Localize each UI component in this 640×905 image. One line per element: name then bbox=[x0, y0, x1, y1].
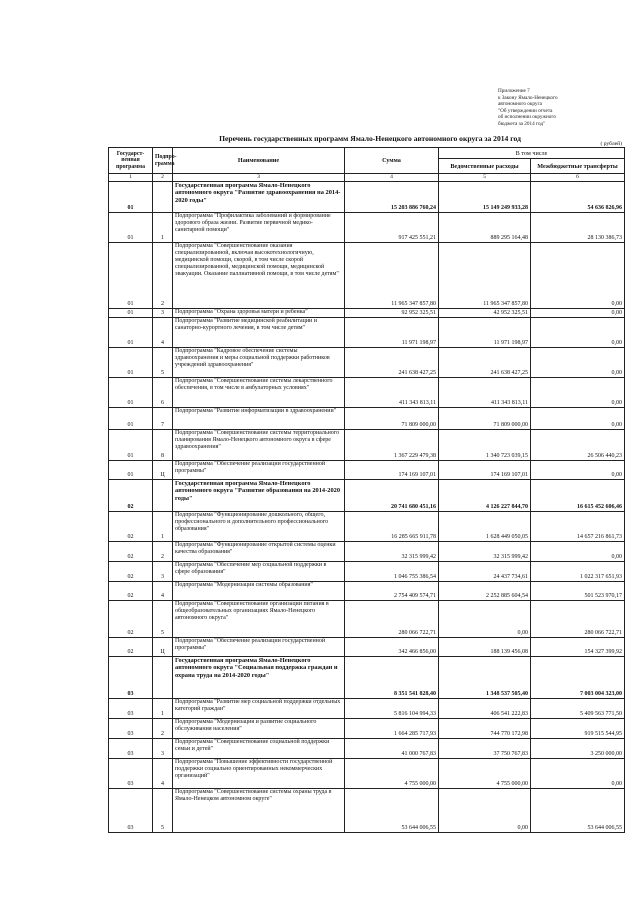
transfers-cell: 501 523 970,17 bbox=[531, 582, 625, 601]
program-name-cell: Подпрограмма "Функционирование открытой системы оценки качества образования" bbox=[173, 542, 345, 562]
program-name-cell: Подпрограмма "Функционирование дошкольного, общего, профессионального и дополнительного профессионального образования" bbox=[173, 512, 345, 542]
subprogram-code-cell: 5 bbox=[153, 789, 173, 833]
program-name-cell: Государственная программа Ямало-Ненецкого автономного округа "Развитие образования на 2014-2020 годы" bbox=[173, 480, 345, 512]
annex-line: об исполнении окружного bbox=[498, 114, 556, 121]
program-code-cell: 03 bbox=[109, 699, 153, 719]
table-row bbox=[109, 562, 625, 582]
dept-expenses-cell: 1 628 449 050,05 bbox=[439, 512, 531, 542]
sum-cell: 411 343 813,11 bbox=[345, 378, 439, 408]
dept-expenses-cell: 15 149 249 933,28 bbox=[439, 182, 531, 213]
dept-expenses-cell: 2 252 885 604,54 bbox=[439, 582, 531, 601]
table-row bbox=[109, 657, 625, 699]
index-cell: 2 bbox=[153, 174, 173, 182]
program-code-cell: 02 bbox=[109, 512, 153, 542]
program-name-cell: Подпрограмма "Совершенствование системы охраны труда в Ямало-Ненецком автономном округе" bbox=[173, 789, 345, 833]
program-code-cell: 03 bbox=[109, 739, 153, 759]
table-body bbox=[109, 182, 625, 833]
program-code-cell: 01 bbox=[109, 408, 153, 430]
sum-cell: 41 000 767,83 bbox=[345, 739, 439, 759]
subprogram-code-cell: 4 bbox=[153, 759, 173, 789]
program-code-cell: 01 bbox=[109, 213, 153, 243]
transfers-cell: 26 506 440,23 bbox=[531, 430, 625, 461]
annex-line: бюджета за 2014 год" bbox=[498, 120, 546, 127]
subprogram-code-cell: 5 bbox=[153, 601, 173, 638]
sum-cell: 917 425 551,21 bbox=[345, 213, 439, 243]
table-row bbox=[109, 638, 625, 657]
program-code-cell: 02 bbox=[109, 542, 153, 562]
sum-cell: 1 367 229 479,38 bbox=[345, 430, 439, 461]
subprogram-code-cell: 2 bbox=[153, 719, 173, 739]
annex-line: Приложение 7 bbox=[498, 88, 530, 94]
dept-expenses-cell: 188 139 456,08 bbox=[439, 638, 531, 657]
table-row bbox=[109, 348, 625, 378]
program-code-cell: 02 bbox=[109, 638, 153, 657]
program-code-cell: 01 bbox=[109, 309, 153, 318]
subprogram-code-cell: 4 bbox=[153, 318, 173, 348]
subprogram-code-cell: 6 bbox=[153, 378, 173, 408]
dept-expenses-cell: 11 965 347 857,80 bbox=[439, 243, 531, 309]
program-name-cell: Подпрограмма "Модернизация системы образования" bbox=[173, 582, 345, 601]
transfers-cell: 3 250 000,00 bbox=[531, 739, 625, 759]
dept-expenses-cell: 241 638 427,25 bbox=[439, 348, 531, 378]
subprogram-code-cell: Ц bbox=[153, 638, 173, 657]
table-row bbox=[109, 378, 625, 408]
dept-expenses-cell: 1 340 723 039,15 bbox=[439, 430, 531, 461]
program-name-cell: Подпрограмма "Охрана здоровья матери и ребенка" bbox=[173, 309, 345, 318]
header-incl bbox=[439, 141, 625, 159]
program-code-cell: 01 bbox=[109, 182, 153, 213]
program-name-cell: Подпрограмма "Совершенствование оказания специализированной, включая высокотехнологичную, медицинской помощи, скорой, в том числе скорой специализированной, медицинской помощи, медицинской эвакуации. Оказание паллиативной помощи, в том числе детям" bbox=[173, 243, 345, 309]
transfers-cell: 5 409 563 771,50 bbox=[531, 699, 625, 719]
subprogram-code-cell: 1 bbox=[153, 512, 173, 542]
program-name-cell: Подпрограмма "Кадровое обеспечение системы здравоохранения и меры социальной поддержки работников учреждений здравоохранения" bbox=[173, 348, 345, 378]
program-code-cell: 03 bbox=[109, 789, 153, 833]
program-code-cell: 01 bbox=[109, 461, 153, 480]
subprogram-code-cell: 3 bbox=[153, 739, 173, 759]
table-row bbox=[109, 759, 625, 789]
table-row bbox=[109, 582, 625, 601]
dept-expenses-cell: 32 315 999,42 bbox=[439, 542, 531, 562]
dept-expenses-cell: 174 169 107,01 bbox=[439, 461, 531, 480]
subprogram-code-cell: 5 bbox=[153, 348, 173, 378]
index-cell: 3 bbox=[173, 174, 345, 182]
transfers-cell: 1 022 317 651,93 bbox=[531, 562, 625, 582]
subprogram-code-cell: 3 bbox=[153, 309, 173, 318]
table-row bbox=[109, 542, 625, 562]
sum-cell: 15 203 886 760,24 bbox=[345, 182, 439, 213]
annex-line: к Закону Ямало-Ненецкого bbox=[498, 94, 558, 101]
sum-cell: 2 754 409 574,71 bbox=[345, 582, 439, 601]
sum-cell: 1 046 755 386,54 bbox=[345, 562, 439, 582]
program-code-cell: 03 bbox=[109, 657, 153, 699]
program-name-cell: Подпрограмма "Обеспечение мер социальной поддержки в сфере образования" bbox=[173, 562, 345, 582]
transfers-cell: 280 066 722,71 bbox=[531, 601, 625, 638]
program-name-cell: Подпрограмма "Совершенствование социальной поддержки семьи и детей" bbox=[173, 739, 345, 759]
dept-expenses-cell: 406 541 222,83 bbox=[439, 699, 531, 719]
program-code-cell: 02 bbox=[109, 582, 153, 601]
header-incl-label: В том числе bbox=[515, 149, 548, 157]
table-row bbox=[109, 461, 625, 480]
index-cell: 4 bbox=[345, 174, 439, 182]
header-name: Наименование bbox=[173, 148, 345, 174]
subprogram-code-cell bbox=[153, 480, 173, 512]
table-row bbox=[109, 318, 625, 348]
index-cell: 1 bbox=[109, 174, 153, 182]
transfers-cell: 0,00 bbox=[531, 408, 625, 430]
table-row bbox=[109, 739, 625, 759]
program-code-cell: 02 bbox=[109, 480, 153, 512]
dept-expenses-cell: 0,00 bbox=[439, 789, 531, 833]
subprogram-code-cell: 7 bbox=[153, 408, 173, 430]
sum-cell: 11 971 198,97 bbox=[345, 318, 439, 348]
program-name-cell: Государственная программа Ямало-Ненецкого автономного округа "Социальная поддержка граждан и охрана труда на 2014-2020 годы" bbox=[173, 657, 345, 699]
sum-cell: 342 466 856,00 bbox=[345, 638, 439, 657]
index-cell: 6 bbox=[531, 174, 625, 182]
dept-expenses-cell: 411 343 813,11 bbox=[439, 378, 531, 408]
subprogram-code-cell: 4 bbox=[153, 582, 173, 601]
sum-cell: 4 755 000,00 bbox=[345, 759, 439, 789]
transfers-cell: 154 327 399,92 bbox=[531, 638, 625, 657]
dept-expenses-cell: 1 348 537 505,40 bbox=[439, 657, 531, 699]
sum-cell: 1 664 285 717,93 bbox=[345, 719, 439, 739]
subprogram-code-cell bbox=[153, 657, 173, 699]
header-gp: Государст-венная программа bbox=[109, 148, 153, 174]
annex-line: "Об утверждении отчета bbox=[498, 107, 553, 114]
program-name-cell: Государственная программа Ямало-Ненецкого автономного округа "Развитие здравоохранения на 2014-2020 годы" bbox=[173, 182, 345, 213]
header-inter: Межбюджетные трансферты bbox=[531, 159, 625, 174]
table-row bbox=[109, 430, 625, 461]
transfers-cell: 53 644 006,55 bbox=[531, 789, 625, 833]
table-row bbox=[109, 182, 625, 213]
program-name-cell: Подпрограмма "Совершенствование системы лекарственного обеспечения, в том числе в амбулаторных условиях" bbox=[173, 378, 345, 408]
table-row bbox=[109, 213, 625, 243]
sum-cell: 8 351 541 828,40 bbox=[345, 657, 439, 699]
sum-cell: 71 809 000,00 bbox=[345, 408, 439, 430]
transfers-cell: 0,00 bbox=[531, 318, 625, 348]
program-name-cell: Подпрограмма "Обеспечение реализации государственной программы" bbox=[173, 638, 345, 657]
sum-cell: 241 638 427,25 bbox=[345, 348, 439, 378]
program-code-cell: 01 bbox=[109, 348, 153, 378]
transfers-cell: 16 615 452 606,46 bbox=[531, 480, 625, 512]
document-title: Перечень государственных программ Ямало-Ненецкого автономного округа за 2014 год bbox=[219, 134, 521, 143]
program-name-cell: Подпрограмма "Совершенствование системы территориального планирования Ямало-Ненецкого автономного округа в сфере здравоохранения" bbox=[173, 430, 345, 461]
program-name-cell: Подпрограмма "Развитие информатизации в здравоохранении" bbox=[173, 408, 345, 430]
table-row bbox=[109, 480, 625, 512]
table-row bbox=[109, 601, 625, 638]
dept-expenses-cell: 37 750 767,83 bbox=[439, 739, 531, 759]
sum-cell: 32 315 999,42 bbox=[345, 542, 439, 562]
transfers-cell: 919 515 544,95 bbox=[531, 719, 625, 739]
program-name-cell: Подпрограмма "Совершенствование организации питания в общеобразовательных организациях Ямало-Ненецкого автономного округа" bbox=[173, 601, 345, 638]
dept-expenses-cell: 24 437 734,61 bbox=[439, 562, 531, 582]
subprogram-code-cell: 2 bbox=[153, 542, 173, 562]
dept-expenses-cell: 4 755 000,00 bbox=[439, 759, 531, 789]
table-row bbox=[109, 512, 625, 542]
transfers-cell: 7 003 004 323,00 bbox=[531, 657, 625, 699]
transfers-cell: 28 130 386,73 bbox=[531, 213, 625, 243]
header-pp: Подпро-грамма bbox=[153, 148, 173, 174]
program-code-cell: 03 bbox=[109, 719, 153, 739]
program-name-cell: Подпрограмма "Повышение эффективности государственной поддержки социально ориентированных некоммерческих организаций" bbox=[173, 759, 345, 789]
sum-cell: 16 285 665 911,78 bbox=[345, 512, 439, 542]
dept-expenses-cell: 71 809 000,00 bbox=[439, 408, 531, 430]
index-cell: 5 bbox=[439, 174, 531, 182]
subprogram-code-cell: 2 bbox=[153, 243, 173, 309]
program-name-cell: Подпрограмма "Развитие медицинской реабилитации и санаторно-курортного лечения, в том числе детям" bbox=[173, 318, 345, 348]
transfers-cell: 0,00 bbox=[531, 309, 625, 318]
dept-expenses-cell: 889 295 164,48 bbox=[439, 213, 531, 243]
program-code-cell: 03 bbox=[109, 759, 153, 789]
program-code-cell: 01 bbox=[109, 378, 153, 408]
unit-label: ( рублей) bbox=[600, 141, 622, 147]
transfers-cell: 0,00 bbox=[531, 243, 625, 309]
program-code-cell: 01 bbox=[109, 430, 153, 461]
program-code-cell: 01 bbox=[109, 243, 153, 309]
index-row bbox=[109, 174, 625, 182]
transfers-cell: 0,00 bbox=[531, 378, 625, 408]
transfers-cell: 0,00 bbox=[531, 542, 625, 562]
annex-line: автономного округа bbox=[498, 101, 542, 108]
transfers-cell: 14 657 216 861,73 bbox=[531, 512, 625, 542]
subprogram-code-cell: 1 bbox=[153, 699, 173, 719]
table-row bbox=[109, 309, 625, 318]
subprogram-code-cell bbox=[153, 182, 173, 213]
sum-cell: 280 066 722,71 bbox=[345, 601, 439, 638]
sum-cell: 53 644 006,55 bbox=[345, 789, 439, 833]
header-sum: Сумма bbox=[345, 148, 439, 174]
transfers-cell: 0,00 bbox=[531, 348, 625, 378]
programs-table bbox=[108, 141, 625, 833]
dept-expenses-cell: 42 952 325,51 bbox=[439, 309, 531, 318]
program-name-cell: Подпрограмма "Модернизация и развитие социального обслуживания населения" bbox=[173, 719, 345, 739]
header-dept: Ведомственные расходы bbox=[439, 159, 531, 174]
sum-cell: 174 169 107,01 bbox=[345, 461, 439, 480]
dept-expenses-cell: 4 126 227 844,70 bbox=[439, 480, 531, 512]
table-row bbox=[109, 789, 625, 833]
sum-cell: 20 741 680 451,16 bbox=[345, 480, 439, 512]
annex-note bbox=[498, 88, 616, 128]
program-code-cell: 01 bbox=[109, 318, 153, 348]
program-name-cell: Подпрограмма "Развитие мер социальной поддержки отдельных категорий граждан" bbox=[173, 699, 345, 719]
sum-cell: 92 952 325,51 bbox=[345, 309, 439, 318]
dept-expenses-cell: 11 971 198,97 bbox=[439, 318, 531, 348]
subprogram-code-cell: Ц bbox=[153, 461, 173, 480]
program-name-cell: Подпрограмма "Обеспечение реализации государственной программы" bbox=[173, 461, 345, 480]
sum-cell: 5 816 104 994,33 bbox=[345, 699, 439, 719]
program-code-cell: 02 bbox=[109, 562, 153, 582]
subprogram-code-cell: 8 bbox=[153, 430, 173, 461]
subprogram-code-cell: 1 bbox=[153, 213, 173, 243]
program-name-cell: Подпрограмма "Профилактика заболеваний и формирование здорового образа жизни. Развитие первичной медико-санитарной помощи" bbox=[173, 213, 345, 243]
table-row bbox=[109, 699, 625, 719]
transfers-cell: 0,00 bbox=[531, 461, 625, 480]
transfers-cell: 0,00 bbox=[531, 759, 625, 789]
table-row bbox=[109, 719, 625, 739]
dept-expenses-cell: 0,00 bbox=[439, 601, 531, 638]
table-row bbox=[109, 408, 625, 430]
subprogram-code-cell: 3 bbox=[153, 562, 173, 582]
program-code-cell: 02 bbox=[109, 601, 153, 638]
table-row bbox=[109, 243, 625, 309]
dept-expenses-cell: 744 770 172,98 bbox=[439, 719, 531, 739]
sum-cell: 11 965 347 857,80 bbox=[345, 243, 439, 309]
transfers-cell: 54 636 826,96 bbox=[531, 182, 625, 213]
